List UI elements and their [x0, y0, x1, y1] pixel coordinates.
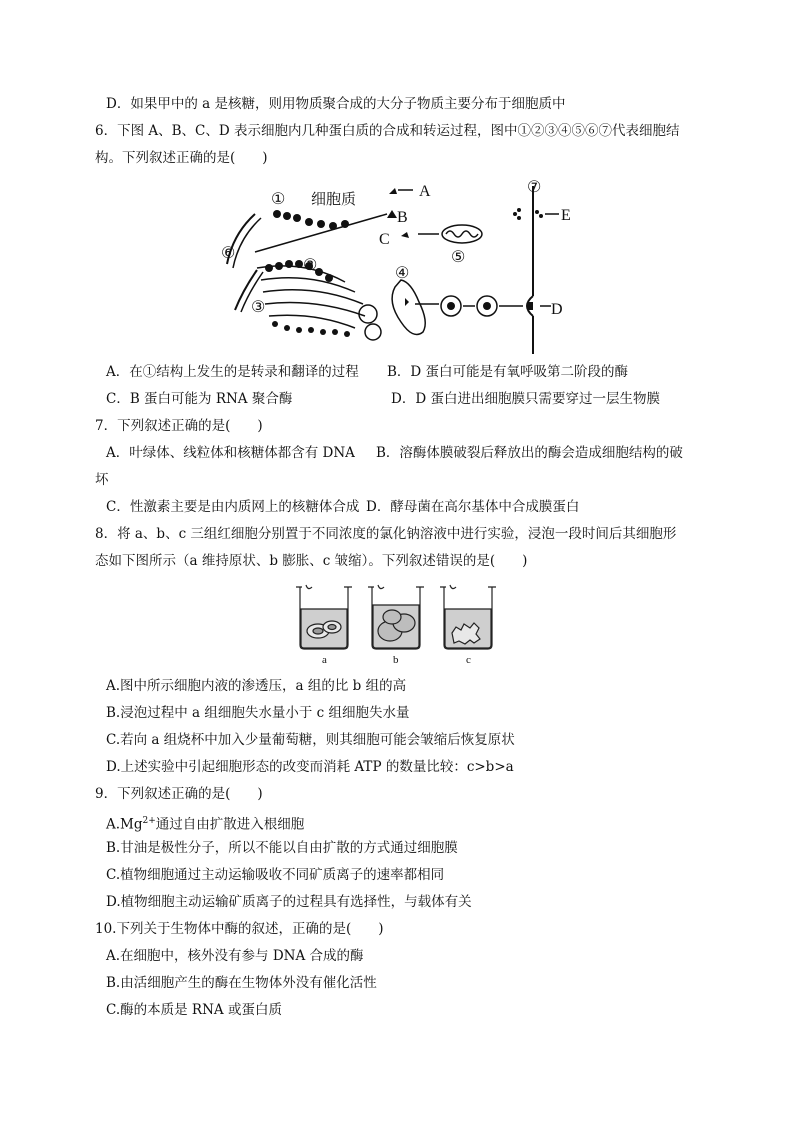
structure-label-7: ⑦ — [527, 179, 542, 196]
q9-option-d: D.植物细胞主动运输矿质离子的过程具有选择性，与载体有关 — [106, 894, 472, 910]
q10-option-c: C.酶的本质是 RNA 或蛋白质 — [106, 1002, 282, 1018]
q10-option-b: B.由活细胞产生的酶在生物体外没有催化活性 — [106, 975, 377, 991]
protein-label-e: E — [561, 207, 571, 224]
q6-option-c: C．B 蛋白可能为 RNA 聚合酶 — [106, 391, 293, 407]
protein-label-d: D — [551, 301, 563, 318]
q5-option-d: D．如果甲中的 a 是核糖，则用物质聚合成的大分子物质主要分布于细胞质中 — [106, 96, 566, 112]
beaker-label-c: c — [466, 654, 471, 666]
q7-option-a: A．叶绿体、线粒体和核糖体都含有 DNA — [106, 445, 355, 461]
q7-option-c: C．性激素主要是由内质网上的核糖体合成 — [106, 499, 360, 515]
q6-option-b: B．D 蛋白可能是有氧呼吸第二阶段的酶 — [387, 364, 629, 380]
q10-option-a: A.在细胞中，核外没有参与 DNA 合成的酶 — [106, 948, 364, 964]
q9-option-a-prefix: A.Mg — [106, 816, 143, 833]
red-cell-beakers-figure — [292, 583, 504, 667]
q8-stem-line2: 态如下图所示（a 维持原状、b 膨胀、c 皱缩）。下列叙述错误的是( ) — [95, 553, 528, 569]
q7-stem: 7．下列叙述正确的是( ) — [95, 418, 263, 434]
q8-option-d: D.上述实验中引起细胞形态的改变而消耗 ATP 的数量比较：c>b>a — [106, 759, 514, 775]
beaker-label-b: b — [393, 654, 399, 666]
q8-option-c: C.若向 a 组烧杯中加入少量葡萄糖，则其细胞可能会皱缩后恢复原状 — [106, 732, 515, 748]
q9-stem: 9．下列叙述正确的是( ) — [95, 786, 263, 802]
beaker-label-a: a — [322, 654, 327, 666]
q9-option-a-superscript: 2+ — [142, 816, 156, 826]
structure-label-5: ⑤ — [451, 249, 466, 266]
structure-label-1: ① — [271, 191, 286, 208]
protein-label-b: B — [397, 209, 408, 226]
cytoplasm-label: 细胞质 — [311, 190, 357, 208]
q9-option-a-rest: 通过自由扩散进入根细胞 — [155, 816, 305, 833]
q6-stem-line2: 构。下列叙述正确的是( ) — [95, 150, 268, 166]
q9-option-c: C.植物细胞通过主动运输吸收不同矿质离子的速率都相同 — [106, 867, 445, 883]
protein-transport-figure — [215, 172, 600, 354]
q8-stem-line1: 8．将 a、b、c 三组红细胞分别置于不同浓度的氯化钠溶液中进行实验，浸泡一段时间后其细胞形 — [95, 526, 677, 542]
q6-stem-line1: 6．下图 A、B、C、D 表示细胞内几种蛋白质的合成和转运过程，图中①②③④⑤⑥⑦代表细胞结 — [95, 123, 680, 139]
q7-option-b: B．溶酶体膜破裂后释放出的酶会造成细胞结构的破 — [376, 445, 683, 461]
protein-label-a: A — [419, 183, 431, 200]
q6-option-d: D．D 蛋白进出细胞膜只需要穿过一层生物膜 — [391, 391, 660, 407]
q9-option-a — [106, 812, 304, 834]
q9-option-b: B.甘油是极性分子，所以不能以自由扩散的方式通过细胞膜 — [106, 840, 458, 856]
structure-label-6: ⑥ — [221, 245, 236, 262]
structure-label-2: ② — [303, 257, 318, 274]
structure-label-3: ③ — [251, 299, 266, 316]
q7-option-d: D．酵母菌在高尔基体中合成膜蛋白 — [366, 499, 580, 515]
q8-option-a: A.图中所示细胞内液的渗透压，a 组的比 b 组的高 — [106, 678, 407, 694]
q7-option-b-cont: 坏 — [95, 472, 109, 488]
protein-label-c: C — [379, 231, 390, 248]
q10-stem: 10.下列关于生物体中酶的叙述，正确的是( ) — [95, 921, 384, 937]
q8-option-b: B.浸泡过程中 a 组细胞失水量小于 c 组细胞失水量 — [106, 705, 410, 721]
q6-option-a: A．在①结构上发生的是转录和翻译的过程 — [106, 364, 359, 380]
structure-label-4: ④ — [395, 265, 410, 282]
